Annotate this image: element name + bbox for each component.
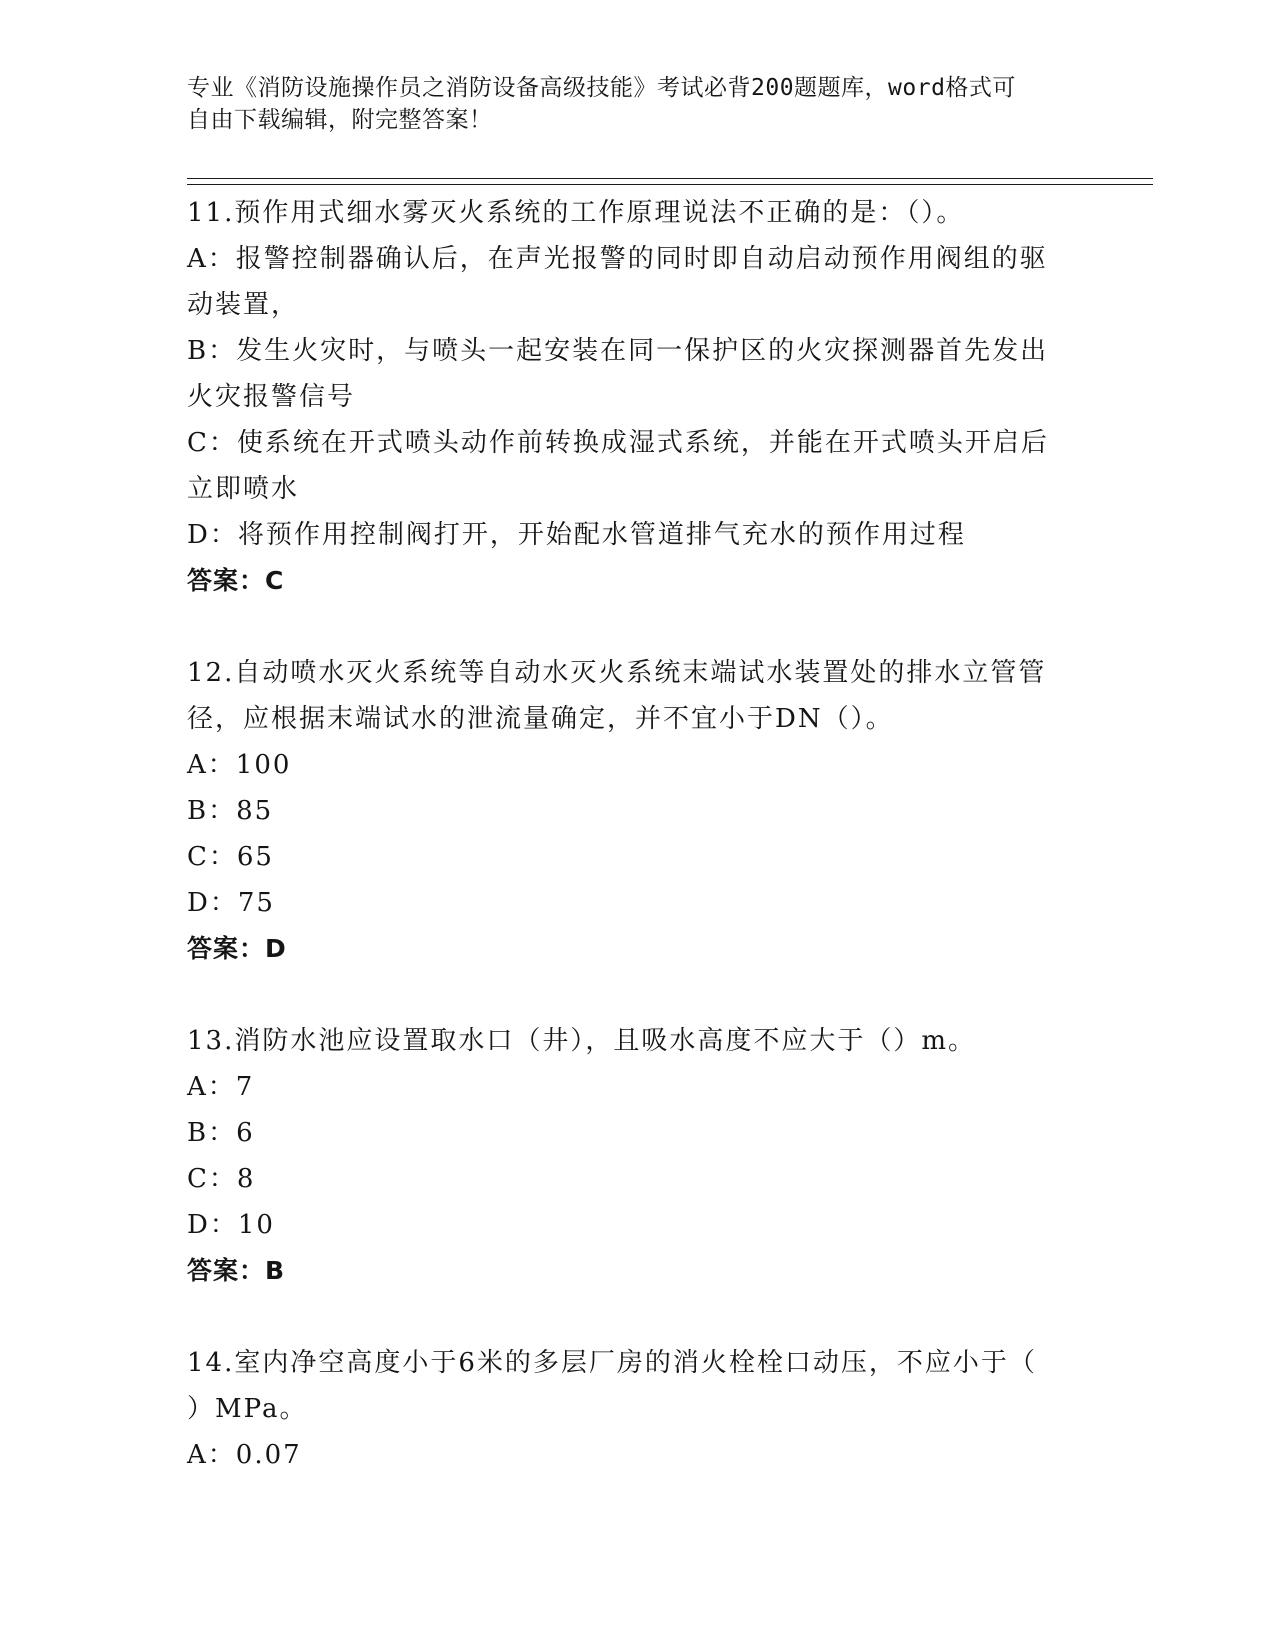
option-line: C：65 bbox=[187, 842, 274, 872]
option-line: B：发生火灾时，与喷头一起安装在同一保护区的火灾探测器首先发出 bbox=[187, 336, 1049, 366]
option-line: A：100 bbox=[187, 750, 292, 780]
question-stem-line: 径，应根据末端试水的泄流量确定，并不宜小于DN（）。 bbox=[187, 704, 894, 734]
header-rule-top bbox=[187, 178, 1153, 179]
header-line-1: 专业《消防设施操作员之消防设备高级技能》考试必背200题题库，word格式可 bbox=[187, 75, 1016, 101]
option-line: A：7 bbox=[187, 1072, 255, 1102]
answer-line: 答案：D bbox=[187, 934, 287, 963]
question-stem-line: 13.消防水池应设置取水口（井），且吸水高度不应大于（）m。 bbox=[187, 1026, 977, 1056]
question-stem-line: ）MPa。 bbox=[187, 1394, 308, 1424]
question-stem-line: 14.室内净空高度小于6米的多层厂房的消火栓栓口动压，不应小于（ bbox=[187, 1348, 1037, 1378]
option-line: C：使系统在开式喷头动作前转换成湿式系统，并能在开式喷头开启后 bbox=[187, 428, 1049, 458]
question-1 bbox=[187, 190, 1087, 604]
option-line: 动装置， bbox=[187, 290, 300, 320]
option-line: 火灾报警信号 bbox=[187, 382, 356, 412]
answer-line: 答案：C bbox=[187, 566, 285, 595]
question-stem-line: 11.预作用式细水雾灭火系统的工作原理说法不正确的是：（）。 bbox=[187, 198, 965, 228]
question-spacer bbox=[187, 604, 1087, 650]
answer-line: 答案：B bbox=[187, 1256, 286, 1285]
question-4 bbox=[187, 1340, 1087, 1478]
option-line: B：6 bbox=[187, 1118, 255, 1148]
option-line: B：85 bbox=[187, 796, 274, 826]
question-spacer bbox=[187, 1294, 1087, 1340]
option-line: D：将预作用控制阀打开，开始配水管道排气充水的预作用过程 bbox=[187, 520, 966, 550]
option-line: 立即喷水 bbox=[187, 474, 300, 504]
question-3 bbox=[187, 1018, 1087, 1294]
question-stem-line: 12.自动喷水灭火系统等自动水灭火系统末端试水装置处的排水立管管 bbox=[187, 658, 1047, 688]
option-line: C：8 bbox=[187, 1164, 256, 1194]
option-line: A：0.07 bbox=[187, 1440, 302, 1470]
header-line-2: 自由下载编辑，附完整答案！ bbox=[187, 107, 493, 133]
document-header bbox=[187, 72, 1087, 136]
option-line: A：报警控制器确认后，在声光报警的同时即自动启动预作用阀组的驱 bbox=[187, 244, 1048, 274]
option-line: D：10 bbox=[187, 1210, 275, 1240]
question-2 bbox=[187, 650, 1087, 972]
header-rule-bottom bbox=[187, 184, 1153, 185]
question-spacer bbox=[187, 972, 1087, 1018]
question-list bbox=[187, 190, 1087, 1478]
option-line: D：75 bbox=[187, 888, 275, 918]
